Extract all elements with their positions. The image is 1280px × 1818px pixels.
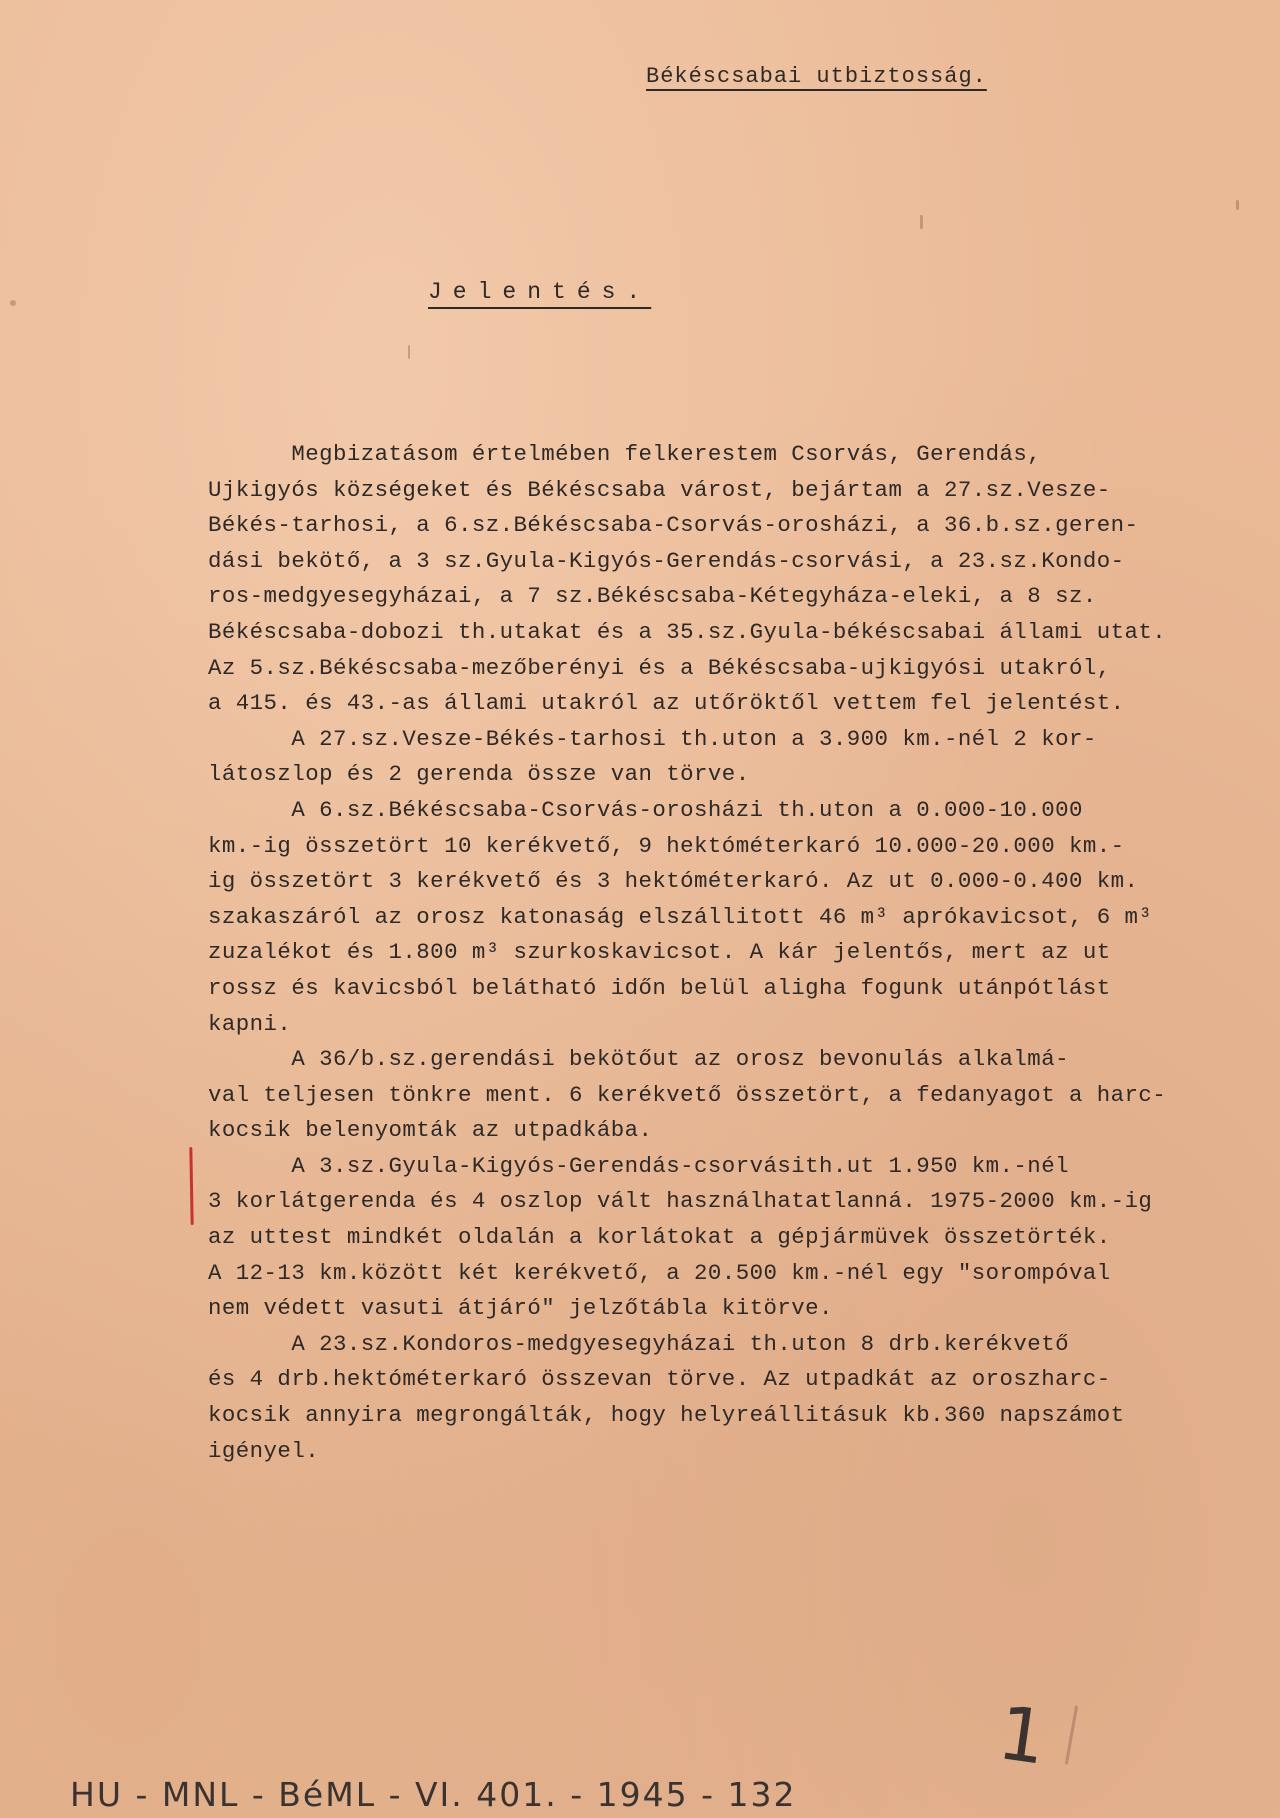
body-line: km.-ig összetört 10 kerékvető, 9 hektóméterkaró 10.000-20.000 km.- [208,832,1125,859]
body-line: Az 5.sz.Békéscsaba-mezőberényi és a Békéscsaba-ujkigyósi utakról, [208,654,1111,681]
page-number: 1 [993,1690,1052,1782]
paper-speck [1065,1705,1078,1765]
archive-reference: HU - MNL - BéML - VI. 401. - 1945 - 132 [70,1775,797,1814]
body-line: A 12-13 km.között két kerékvető, a 20.500 km.-nél egy "sorompóval [208,1259,1111,1286]
body-line: kocsik annyira megrongálták, hogy helyreállitásuk kb.360 napszámot [208,1402,1125,1429]
body-line: 3 korlátgerenda és 4 oszlop vált használhatatlanná. 1975-2000 km.-ig [208,1188,1153,1215]
red-margin-mark [189,1147,193,1225]
body-line: A 23.sz.Kondoros-medgyesegyházai th.uton 8 drb.kerékvető [208,1330,1069,1357]
body-line: igényel. [208,1437,320,1464]
paper-speck [408,345,410,359]
body-line: Megbizatásom értelmében felkerestem Csorvás, Gerendás, [208,441,1042,467]
document-title: Jelentés. [428,279,652,305]
body-line: A 3.sz.Gyula-Kigyós-Gerendás-csorvásith.ut 1.950 km.-nél [208,1152,1069,1179]
body-line: ros-medgyesegyházai, a 7 sz.Békéscsaba-Kétegyháza-eleki, a 8 sz. [208,583,1097,610]
body-line: Ujkigyós községeket és Békéscsaba várost, bejártam a 27.sz.Vesze- [208,476,1111,503]
body-line: kocsik belenyomták az utpadkába. [208,1117,653,1144]
body-line: az uttest mindkét oldalán a korlátokat a gépjármüvek összetörték. [208,1224,1111,1251]
body-line: Békéscsaba-dobozi th.utakat és a 35.sz.Gyula-békéscsabai állami utat. [208,618,1167,645]
body-line: A 27.sz.Vesze-Békés-tarhosi th.uton a 3.900 km.-nél 2 kor- [208,725,1097,752]
paper-speck [10,300,16,306]
document-header: Békéscsabai utbiztosság. [646,64,987,89]
body-line: és 4 drb.hektóméterkaró összevan törve. Az utpadkát az oroszharc- [208,1366,1111,1393]
body-line: dási bekötő, a 3 sz.Gyula-Kigyós-Gerendás-csorvási, a 23.sz.Kondo- [208,547,1125,574]
body-line: rossz és kavicsból belátható időn belül aligha fogunk utánpótlást [208,974,1111,1001]
report-body [208,437,1280,1469]
body-line: A 36/b.sz.gerendási bekötőut az orosz bevonulás alkalmá- [208,1046,1069,1073]
body-line: A 6.sz.Békéscsaba-Csorvás-orosházi th.uton a 0.000-10.000 [208,796,1083,823]
body-line: val teljesen tönkre ment. 6 kerékvető összetört, a fedanyagot a harc- [208,1081,1167,1108]
paper-speck [1236,200,1239,210]
body-line: látoszlop és 2 gerenda össze van törve. [208,761,750,788]
paper-speck [920,215,923,229]
body-line: a 415. és 43.-as állami utakról az utőröktől vettem fel jelentést. [208,690,1125,717]
body-line: ig összetört 3 kerékvető és 3 hektóméterkaró. Az ut 0.000-0.400 km. [208,868,1139,895]
body-line: szakaszáról az orosz katonaság elszállitott 46 m³ aprókavicsot, 6 m³ [208,903,1153,930]
body-line: nem védett vasuti átjáró" jelzőtábla kitörve. [208,1295,833,1322]
body-line: kapni. [208,1010,292,1037]
body-line: zuzalékot és 1.800 m³ szurkoskavicsot. A kár jelentős, mert az ut [208,939,1111,966]
body-line: Békés-tarhosi, a 6.sz.Békéscsaba-Csorvás-orosházi, a 36.b.sz.geren- [208,512,1139,539]
